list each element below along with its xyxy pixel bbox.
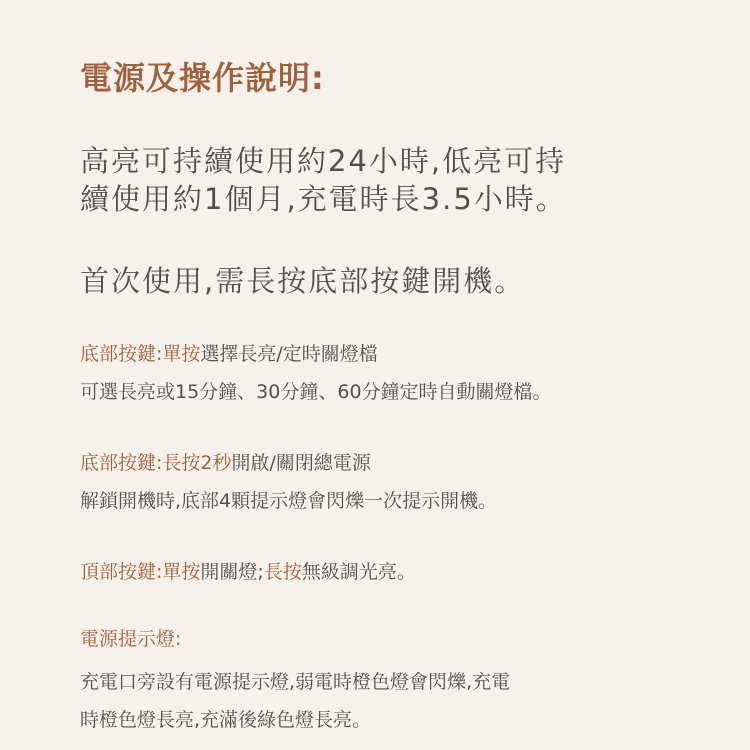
- section-bottom-button-single-press: [80, 340, 720, 406]
- section-top-button: [80, 558, 720, 586]
- section-body: 可選長亮或15分鐘、30分鐘、60分鐘定時自動關燈檔。: [80, 381, 552, 403]
- instruction-page: [80, 58, 720, 734]
- battery-info: [80, 142, 720, 218]
- section-heading-highlight: 頂部按鍵:單按: [80, 561, 201, 583]
- battery-info-line-2: 續使用約1個月,充電時長3.5小時。: [80, 182, 567, 216]
- page-title: 電源及操作說明:: [80, 59, 325, 97]
- section-body-line-2: 時橙色燈長亮,充滿後綠色燈長亮。: [80, 709, 372, 731]
- section-heading: [80, 558, 720, 586]
- section-heading-rest: 開啟/關閉總電源: [231, 452, 371, 474]
- section-heading-highlight: 電源提示燈:: [80, 628, 182, 650]
- section-body-line-1: 充電口旁設有電源提示燈,弱電時橙色燈會閃爍,充電: [80, 671, 511, 693]
- section-heading: [80, 625, 720, 653]
- section-bottom-button-long-press: [80, 449, 720, 515]
- section-heading: [80, 340, 720, 368]
- section-heading-highlight: 底部按鍵:長按2秒: [80, 452, 232, 474]
- battery-info-line-1: 高亮可持續使用約24小時,低亮可持: [80, 144, 567, 178]
- first-use-note: 首次使用,需長按底部按鍵開機。: [80, 264, 526, 298]
- section-heading-rest: 選擇長亮/定時關燈檔: [200, 343, 378, 365]
- section-power-indicator: [80, 625, 720, 734]
- section-heading-rest: 開關燈;: [200, 561, 264, 583]
- section-heading-highlight: 底部按鍵:單按: [80, 343, 201, 365]
- section-heading: [80, 449, 720, 477]
- section-heading-highlight: 長按: [263, 561, 302, 583]
- section-body: 解鎖開機時,底部4顆提示燈會閃爍一次提示開機。: [80, 490, 498, 512]
- section-heading-rest: 無級調光亮。: [301, 561, 416, 583]
